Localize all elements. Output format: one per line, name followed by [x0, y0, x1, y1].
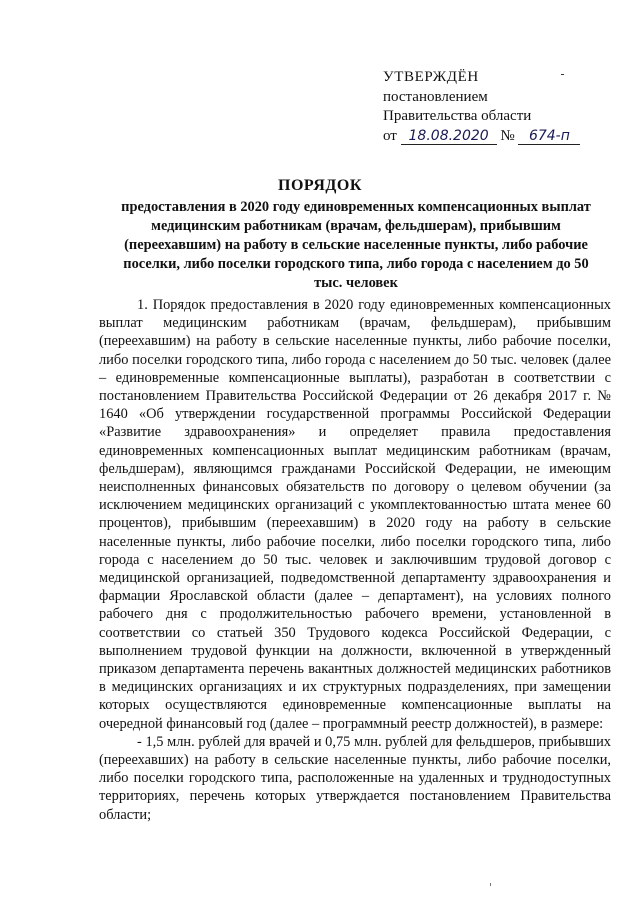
- date-prefix: от: [383, 127, 397, 144]
- number-prefix: №: [500, 127, 515, 144]
- approval-line-decree: постановлением: [383, 88, 488, 105]
- handwritten-date: 18.08.2020: [401, 128, 497, 145]
- document-title: ПОРЯДОК: [278, 177, 362, 194]
- list-item-1: - 1,5 млн. рублей для врачей и 0,75 млн. рублей для фельдшеров, прибывших (переехавших) на работу в сельские населенные пункты, либо рабочие поселки, либо поселки городского типа, расположенные на удаленных и труднодоступных территориях, перечень которых утверждается постановлением Правительства области;: [99, 733, 611, 823]
- paragraph-1: 1. Порядок предоставления в 2020 году единовременных компенсационных выплат медицинским работникам (врачам, фельдшерам), прибывшим (переехавшим) на работу в сельские населенные пункты, либо рабочие поселки, либо поселки городского типа, либо города с населением до 50 тыс. человек (далее – единовременные компенсационные выплаты), разработан в соответствии с постановлением Правительства Российской Федерации от 26 декабря 2017 г. № 1640 «Об утверждении государственной программы Российской Федерации «Развитие здравоохранения» и определяет правила предоставления единовременных компенсационных выплат медицинским работникам (врачам, фельдшерам), являющимся гражданами Российской Федерации, не имеющим неисполненных финансовых обязательств по договору о целевом обучении (за исключением медицинских организаций с укомплектованностью штата менее 60 процентов), прибывшим (переехавшим) в 2020 году на работу в сельские населенные пункты, либо рабочие поселки, либо поселки городского типа, либо города с населением до 50 тыс. человек и заключившим трудовой договор с медицинской организацией, подведомственной департаменту здравоохранения и фармации Ярославской области (далее – департамент), на условиях полного рабочего дня с продолжительностью рабочего времени, установленной в соответствии со статьей 350 Трудового кодекса Российской Федерации, с выполнением трудовой функции на должности, включенной в утвержденный приказом департамента перечень вакантных должностей медицинских работников в медицинских организациях и их структурных подразделениях, при замещении которых осуществляются единовременные компенсационные выплаты на очередной финансовый год (далее – программный реестр должностей), в размере:: [99, 297, 611, 732]
- handwritten-number: 674-п: [518, 128, 580, 145]
- document-body: [99, 296, 611, 824]
- approval-line-government: Правительства области: [383, 108, 532, 124]
- approval-block: [383, 68, 613, 146]
- approval-date-line: [383, 127, 613, 147]
- document-subtitle: предоставления в 2020 году единовременных компенсационных выплат медицинским работникам (врачам, фельдшерам), прибывшим (переехавшим) на работу в сельские населенные пункты, либо рабочие поселки, либо поселки городского типа, либо города с населением до 50 тыс. человек: [121, 199, 591, 291]
- scan-dot: [490, 883, 491, 886]
- approval-title: УТВЕРЖДЁН: [383, 69, 479, 85]
